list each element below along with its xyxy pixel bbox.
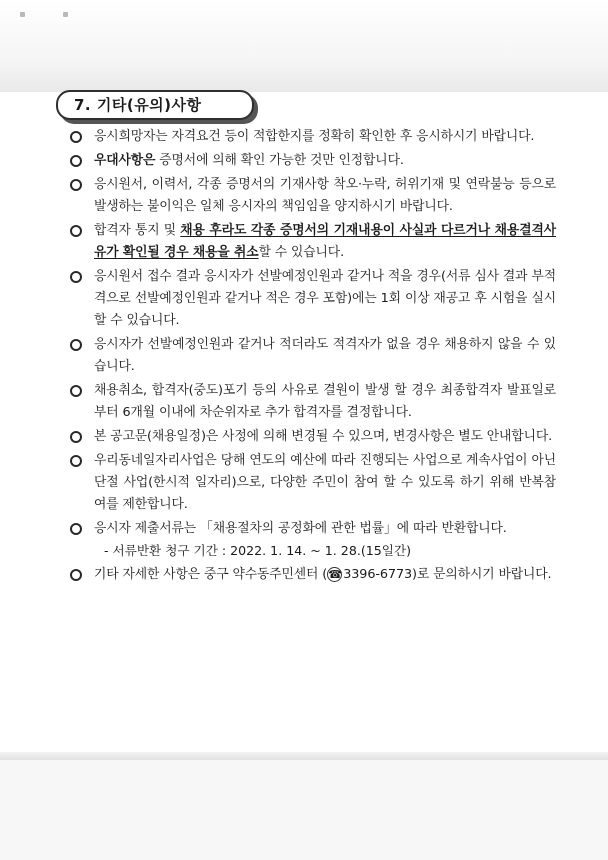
phone-icon: ☎: [328, 568, 342, 581]
scan-shadow-bottom: [0, 760, 608, 860]
circle-bullet-icon: [70, 155, 82, 167]
emphasis-text: 채용 후라도 각종 증명서의 기재내용이 사실과 다르거나 채용결격사유가 확인될 경우 채용을 취소: [94, 223, 556, 260]
list-item: 본 공고문(채용일정)은 사정에 의해 변경될 수 있으며, 변경사항은 별도 안내합니다.: [70, 426, 556, 448]
list-item: 합격자 통지 및 채용 후라도 각종 증명서의 기재내용이 사실과 다르거나 채용결격사유가 확인될 경우 채용을 취소할 수 있습니다.: [70, 220, 556, 264]
list-item: 응시희망자는 자격요건 등이 적합한지를 정확히 확인한 후 응시하시기 바랍니다.: [70, 126, 556, 148]
circle-bullet-icon: [70, 569, 82, 581]
notice-list: [70, 126, 556, 588]
list-item: 우리동네일자리사업은 당해 연도의 예산에 따라 진행되는 사업으로 계속사업이 아닌 단절 사업(한시적 일자리)으로, 다양한 주민이 참여 할 수 있도록 하기 위해 반복참여를 제한합니다.: [70, 450, 556, 516]
circle-bullet-icon: [70, 131, 82, 143]
document-return-period: - 서류반환 청구 기간 : 2022. 1. 14. ~ 1. 28.(15일간): [104, 543, 412, 558]
scan-edge-bottom: [0, 752, 608, 760]
circle-bullet-icon: [70, 339, 82, 351]
list-item: 응시원서, 이력서, 각종 증명서의 기재사항 착오·누락, 허위기재 및 연락불능 등으로 발생하는 불이익은 일체 응시자의 책임임을 양지하시기 바랍니다.: [70, 174, 556, 218]
circle-bullet-icon: [70, 523, 82, 535]
list-item: 채용취소, 합격자(중도)포기 등의 사유로 결원이 발생 할 경우 최종합격자 발표일로부터 6개월 이내에 차순위자로 추가 합격자를 결정합니다.: [70, 380, 556, 424]
circle-bullet-icon: [70, 271, 82, 283]
list-item: 응시자 제출서류는 「채용절차의 공정화에 관한 법률」에 따라 반환합니다.: [70, 518, 556, 540]
circle-bullet-icon: [70, 431, 82, 443]
section-title: 7. 기타(유의)사항: [56, 90, 254, 120]
circle-bullet-icon: [70, 385, 82, 397]
list-item: 기타 자세한 사항은 중구 약수동주민센터 (☎3396-6773)로 문의하시기 바랍니다.: [70, 564, 556, 586]
circle-bullet-icon: [70, 455, 82, 467]
circle-bullet-icon: [70, 179, 82, 191]
list-item: 응시원서 접수 결과 응시자가 선발예정인원과 같거나 적을 경우(서류 심사 결과 부적격으로 선발예정인원과 같거나 적은 경우 포함)에는 1회 이상 재공고 후 시험을 실시 할 수 있습니다.: [70, 266, 556, 332]
list-item: 응시자가 선발예정인원과 같거나 적더라도 적격자가 없을 경우 채용하지 않을 수 있습니다.: [70, 334, 556, 378]
circle-bullet-icon: [70, 225, 82, 237]
phone-number: 3396-6773: [343, 567, 413, 582]
list-item: 우대사항은 증명서에 의해 확인 가능한 것만 인정합니다.: [70, 150, 556, 172]
